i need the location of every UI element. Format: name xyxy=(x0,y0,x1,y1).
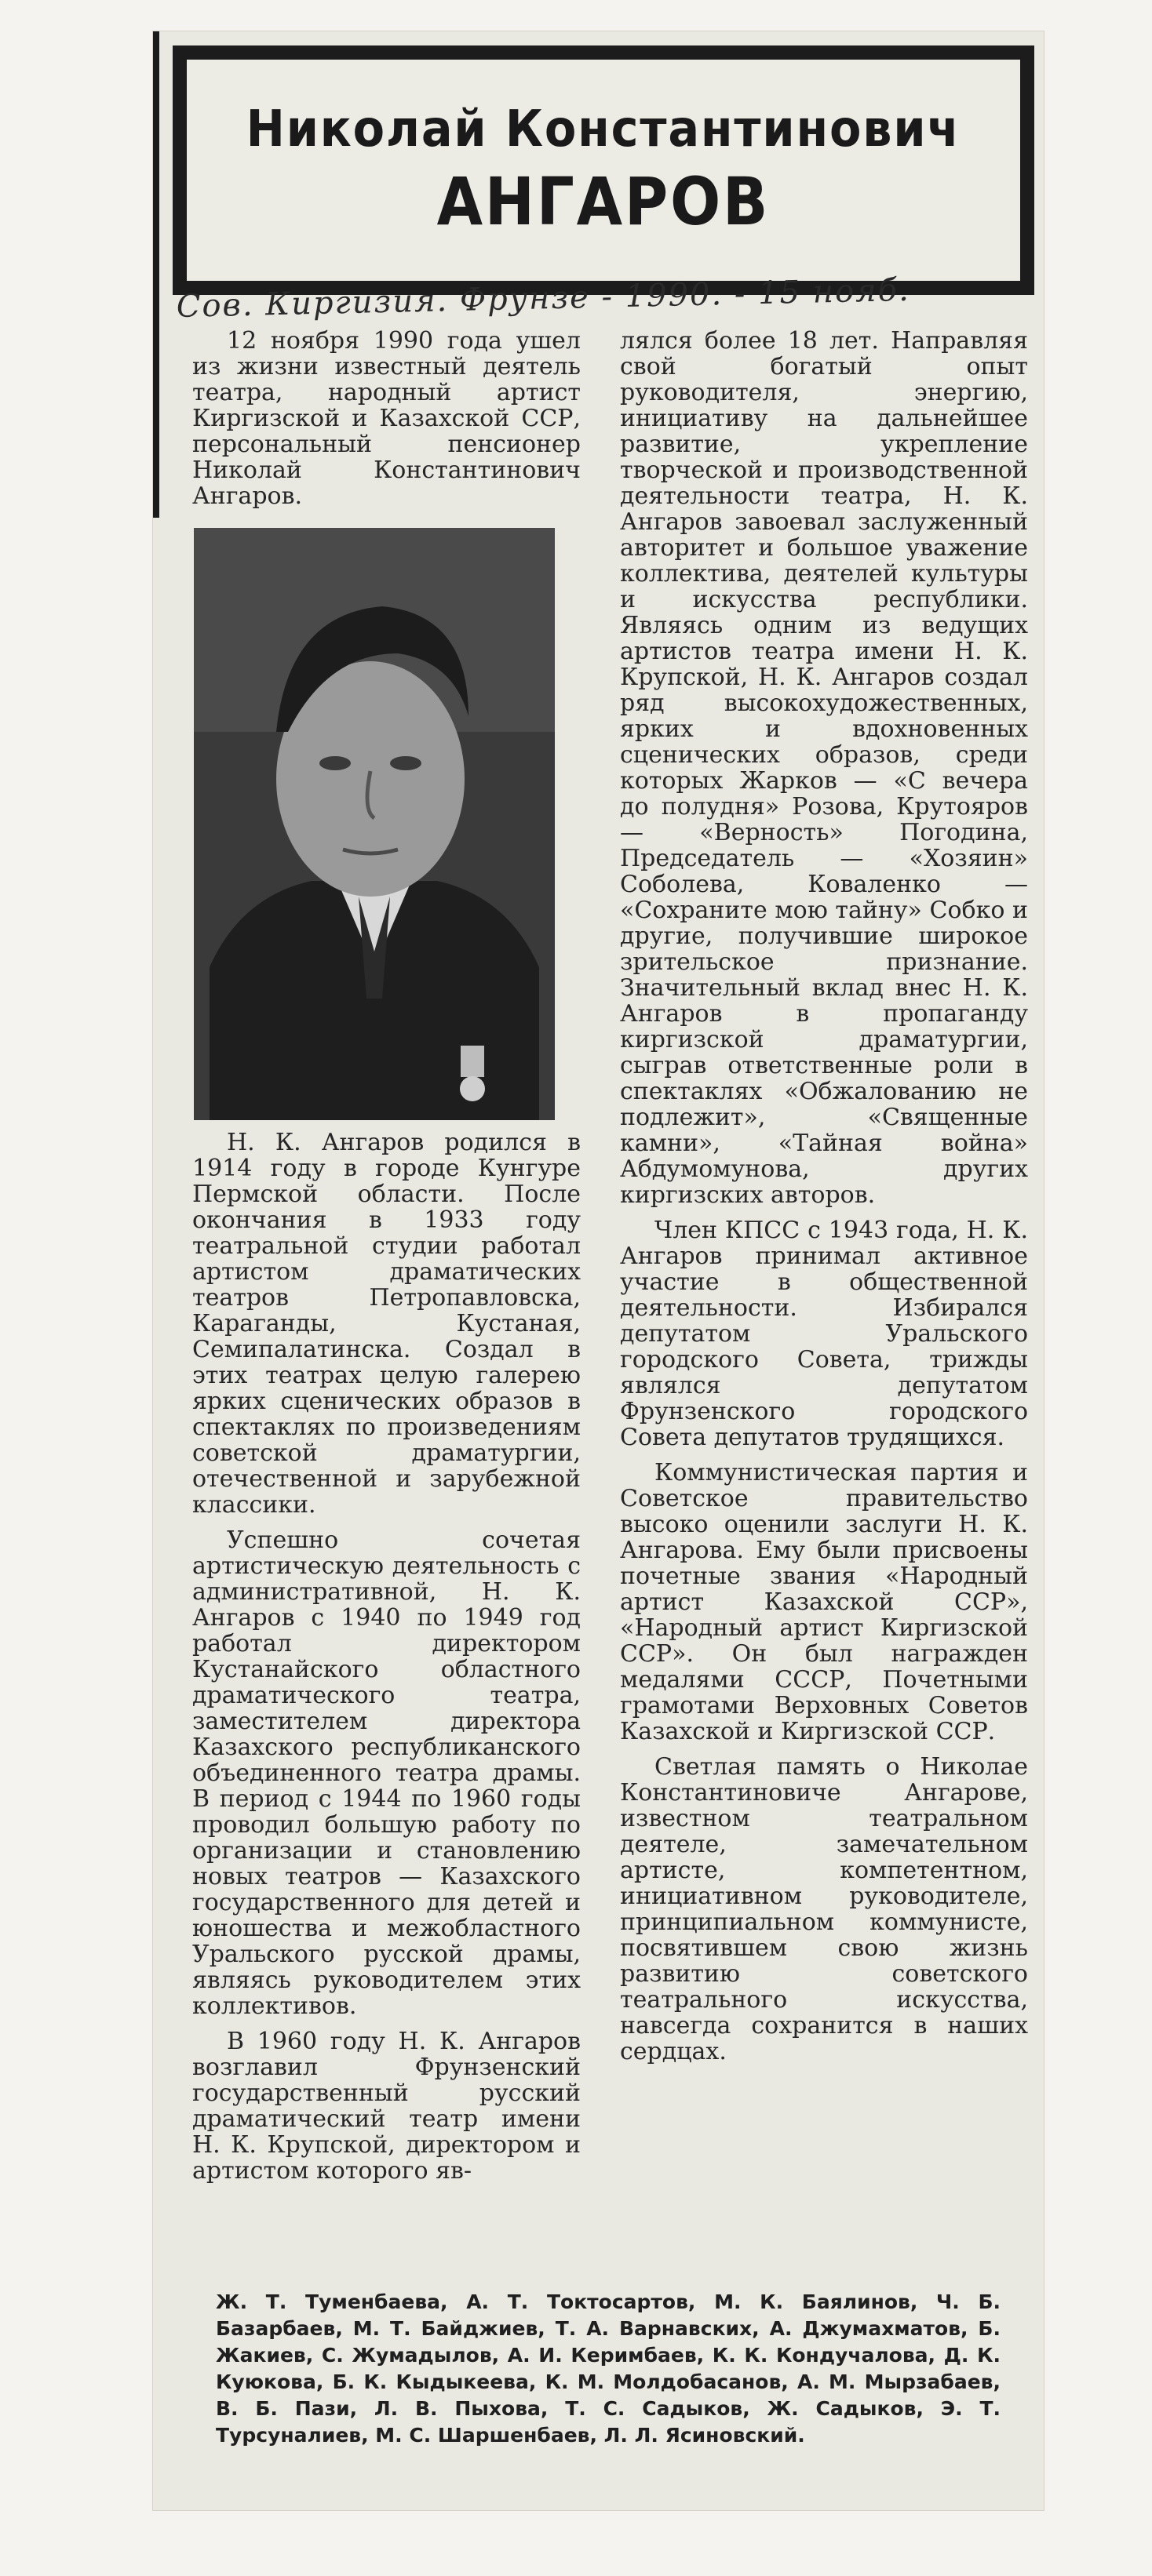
portrait-photo xyxy=(194,528,555,1120)
header-surname: АНГАРОВ xyxy=(436,163,771,240)
column-rule xyxy=(153,31,159,518)
obituary-header xyxy=(173,45,1034,295)
handwritten-source-note: Сов. Киргизия. Фрунзе - 1990. - 15 нояб. xyxy=(176,271,911,325)
paragraph-administration: Успешно сочетая артистическую деятельность с административной, Н. К. Ангаров с 1940 по 1949 год работал директором Кустанайского областного драматического театра, заместителем директора Казахского республиканского объединенного театра драмы. В период с 1944 по 1960 годы проводил большую работу по организации и становлению новых театров — Казахского государственного для детей и юношества и межобластного Уральского русской драмы, являясь руководителем этих коллективов. xyxy=(192,1526,581,2020)
right-column xyxy=(620,328,1028,2065)
paragraph-memory: Светлая память о Николае Константиновиче Ангарове, известном театральном деятеле, замечательном артисте, компетентном, инициативном руководителе, принципиальном коммунисте, посвятившем свою жизнь развитию советского театрального искусства, навсегда сохранится в наших сердцах. xyxy=(620,1753,1028,2065)
signatories-list: Ж. Т. Туменбаева, А. Т. Токтосартов, М. К. Баялинов, Ч. Б. Базарбаев, М. Т. Байджиев, Т. А. Варнавских, А. Джумахматов, Б. Жакиев, С. Жумадылов, А. И. Керимбаев, К. К. Кондучалова, Д. К. Куюкова, Б. К. Кыдыкеева, К. М. Молдобасанов, А. М. Мырзабаев, В. Б. Пази, Л. В. Пыхова, Т. С. Садыков, Ж. Садыков, Э. Т. Турсуналиев, М. С. Шаршенбаев, Л. Л. Ясиновский. xyxy=(216,2290,1001,2447)
paragraph-frunze-theatre: В 1960 году Н. К. Ангаров возглавил Фрунзенский государственный русский драматический театр имени Н. К. Крупской, директором и артистом которого яв- xyxy=(192,2028,581,2185)
left-column xyxy=(192,1130,581,2184)
intro-block xyxy=(192,328,581,509)
paragraph-party: Член КПСС с 1943 года, Н. К. Ангаров принимал активное участие в общественной деятельности. Избирался депутатом Уральского городского Совета, трижды являлся депутатом Фрунзенского городского Совета депутатов трудящихся. xyxy=(620,1217,1028,1451)
header-name-line1: Николай Константинович xyxy=(246,100,961,158)
paragraph-biography: Н. К. Ангаров родился в 1914 году в городе Кунгуре Пермской области. После окончания в 1933 году театральной студии работал артистом драматических театров Петропавловска, Караганды, Кустаная, Семипалатинска. Создал в этих театрах целую галерею ярких сценических образов в спектаклях по произведениям советской драматургии, отечественной и зарубежной классики. xyxy=(192,1129,581,1519)
intro-paragraph: 12 ноября 1990 года ушел из жизни известный деятель театра, народный артист Киргизской и Казахской ССР, персональный пенсионер Николай Константинович Ангаров. xyxy=(192,327,581,510)
paragraph-awards: Коммунистическая партия и Советское правительство высоко оценили заслуги Н. К. Ангарова. Ему были присвоены почетные звания «Народный артист Казахской ССР», «Народный артист Киргизской ССР». Он был награжден медалями СССР, Почетными грамотами Верховных Советов Казахской и Киргизской ССР. xyxy=(620,1459,1028,1745)
paragraph-career: лялся более 18 лет. Направляя свой богатый опыт руководителя, энергию, инициативу на дальнейшее развитие, укрепление творческой и производственной деятельности театра, Н. К. Ангаров завоевал заслуженный авторитет и большое уважение коллектива, деятелей культуры и искусства республики. Являясь одним из ведущих артистов театра имени Н. К. Крупской, Н. К. Ангаров создал ряд высокохудожественных, ярких и вдохновенных сценических образов, среди которых Жарков — «С вечера до полудня» Розова, Крутояров — «Верность» Погодина, Председатель — «Хозяин» Соболева, Коваленко — «Сохраните мою тайну» Собко и другие, получившие широкое зрительское признание. Значительный вклад внес Н. К. Ангаров в пропаганду киргизской драматургии, сыграв ответственные роли в спектаклях «Обжалованию не подлежит», «Священные камни», «Тайная война» Абдумомунова, других киргизских авторов. xyxy=(620,327,1028,1209)
